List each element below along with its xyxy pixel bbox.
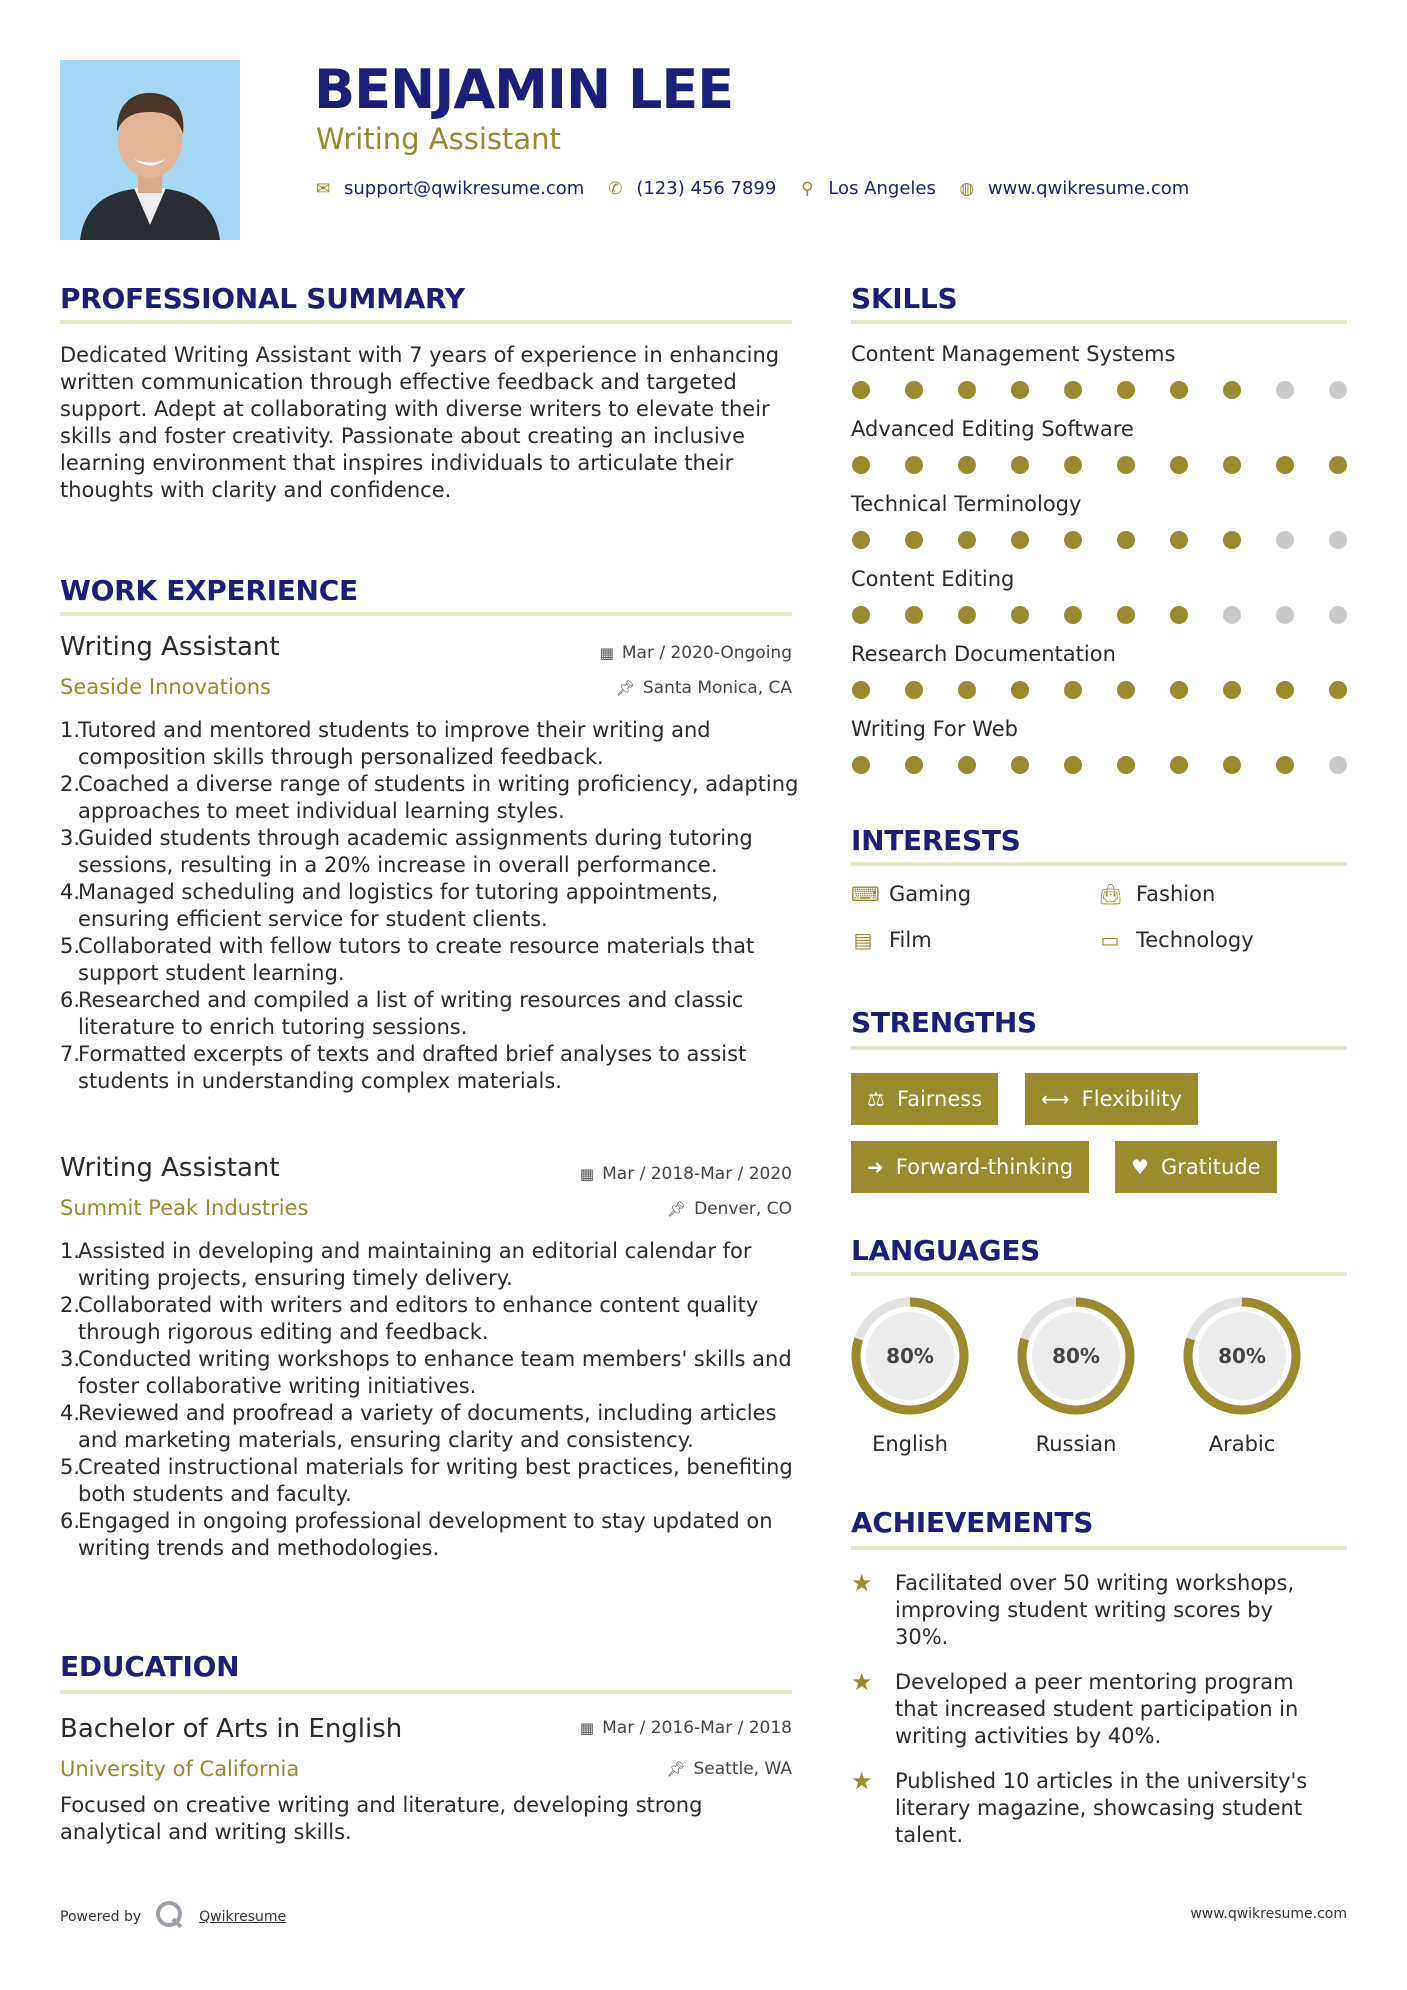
job-location-text: Santa Monica, CA bbox=[642, 678, 792, 698]
rating-dot-filled bbox=[905, 456, 923, 474]
rating-dot-empty bbox=[1223, 606, 1241, 624]
interest-film bbox=[851, 928, 932, 952]
job-dates bbox=[600, 643, 792, 663]
skill-rating bbox=[852, 681, 1347, 699]
language-percent: 80% bbox=[886, 1344, 934, 1368]
star-icon: ★ bbox=[851, 1569, 873, 1597]
rating-dot-filled bbox=[1064, 531, 1082, 549]
list-item: Collaborated with writers and editors to enhance content quality through rigorous editing and feedback. bbox=[78, 1293, 759, 1344]
rating-dot-filled bbox=[1117, 681, 1135, 699]
section-divider bbox=[60, 320, 792, 324]
job-title: Writing Assistant bbox=[60, 1153, 280, 1183]
education-dates-text: Mar / 2016-Mar / 2018 bbox=[602, 1718, 792, 1738]
job-location bbox=[667, 1199, 792, 1219]
rating-dot-filled bbox=[1117, 756, 1135, 774]
achievement-item bbox=[851, 1768, 1331, 1849]
rating-dot-filled bbox=[1170, 606, 1188, 624]
rating-dot-filled bbox=[1170, 681, 1188, 699]
rating-dot-filled bbox=[852, 681, 870, 699]
language-progress-ring bbox=[1180, 1294, 1304, 1418]
skill-rating bbox=[852, 531, 1347, 549]
star-icon: ★ bbox=[851, 1668, 873, 1696]
language-item bbox=[1172, 1294, 1312, 1456]
rating-dot-filled bbox=[958, 531, 976, 549]
section-divider bbox=[851, 1272, 1347, 1276]
rating-dot-filled bbox=[958, 681, 976, 699]
language-percent: 80% bbox=[1218, 1344, 1266, 1368]
language-item bbox=[840, 1294, 980, 1456]
rating-dot-filled bbox=[1170, 381, 1188, 399]
balance-scale-icon: ⚖ bbox=[867, 1087, 885, 1111]
strength-label: Forward-thinking bbox=[895, 1155, 1074, 1179]
section-divider bbox=[851, 862, 1347, 866]
list-item: Assisted in developing and maintaining an editorial calendar for writing projects, ensuring timely delivery. bbox=[78, 1239, 752, 1290]
profile-photo bbox=[60, 60, 240, 240]
language-progress-ring bbox=[1014, 1294, 1138, 1418]
pushpin-icon: 📌︎ bbox=[666, 1760, 686, 1778]
strength-label: Fairness bbox=[896, 1087, 983, 1111]
rating-dot-filled bbox=[1011, 756, 1029, 774]
language-progress-ring bbox=[848, 1294, 972, 1418]
list-item: Guided students through academic assignments during tutoring sessions, resulting in a 20% increase in overall performance. bbox=[78, 826, 753, 877]
rating-dot-filled bbox=[1064, 606, 1082, 624]
section-divider bbox=[60, 612, 792, 616]
rating-dot-filled bbox=[1064, 756, 1082, 774]
rating-dot-filled bbox=[1011, 381, 1029, 399]
list-item: Researched and compiled a list of writing resources and classic literature to enrich tutoring sessions. bbox=[78, 988, 744, 1039]
rating-dot-filled bbox=[958, 606, 976, 624]
job-company: Seaside Innovations bbox=[60, 675, 271, 699]
arrows-horizontal-icon: ⟷ bbox=[1041, 1087, 1070, 1111]
interest-label: Gaming bbox=[889, 882, 972, 906]
language-name: English bbox=[872, 1432, 948, 1456]
section-divider bbox=[851, 1546, 1347, 1550]
star-icon: ★ bbox=[851, 1767, 873, 1795]
language-name: Arabic bbox=[1208, 1432, 1276, 1456]
interest-technology bbox=[1098, 928, 1254, 952]
job-location bbox=[616, 678, 792, 698]
rating-dot-filled bbox=[1170, 531, 1188, 549]
rating-dot-filled bbox=[1223, 381, 1241, 399]
rating-dot-filled bbox=[1223, 456, 1241, 474]
achievement-text: Facilitated over 50 writing workshops, improving student writing scores by 30%. bbox=[895, 1571, 1295, 1649]
strength-badge bbox=[1025, 1073, 1198, 1125]
interest-label: Technology bbox=[1136, 928, 1254, 952]
location-text: Los Angeles bbox=[828, 178, 936, 199]
language-percent: 80% bbox=[1052, 1344, 1100, 1368]
strength-badge bbox=[851, 1073, 998, 1125]
education-description: Focused on creative writing and literature, developing strong analytical and writing skills. bbox=[60, 1793, 703, 1844]
calendar-icon: ▦ bbox=[579, 1165, 595, 1183]
job-location-text: Denver, CO bbox=[694, 1199, 792, 1219]
interest-label: Fashion bbox=[1136, 882, 1216, 906]
strength-label: Gratitude bbox=[1160, 1155, 1261, 1179]
rating-dot-filled bbox=[1064, 381, 1082, 399]
list-item: Tutored and mentored students to improve their writing and composition skills through personalized feedback. bbox=[78, 718, 711, 769]
footer-website[interactable]: www.qwikresume.com bbox=[1190, 1906, 1347, 1922]
list-item: Conducted writing workshops to enhance team members' skills and foster collaborative writing initiatives. bbox=[78, 1347, 792, 1398]
rating-dot-filled bbox=[1170, 756, 1188, 774]
pushpin-icon: 📌︎ bbox=[667, 1200, 687, 1218]
rating-dot-filled bbox=[1011, 681, 1029, 699]
list-item: Created instructional materials for writing best practices, benefiting both students and faculty. bbox=[78, 1455, 793, 1506]
list-item: Managed scheduling and logistics for tutoring appointments, ensuring efficient service for student clients. bbox=[78, 880, 719, 931]
skill-rating bbox=[852, 381, 1347, 399]
contact-website[interactable] bbox=[958, 178, 1189, 199]
education-heading: EDUCATION bbox=[60, 1650, 240, 1683]
rating-dot-filled bbox=[1223, 681, 1241, 699]
interest-fashion bbox=[1098, 882, 1215, 906]
languages-heading: LANGUAGES bbox=[851, 1234, 1041, 1267]
rating-dot-filled bbox=[1276, 456, 1294, 474]
interests-heading: INTERESTS bbox=[851, 824, 1021, 857]
candidate-name: BENJAMIN LEE bbox=[314, 58, 734, 121]
list-item: Collaborated with fellow tutors to create resource materials that support student learning. bbox=[78, 934, 755, 985]
rating-dot-filled bbox=[905, 681, 923, 699]
school-name: University of California bbox=[60, 1757, 300, 1781]
summary-heading: PROFESSIONAL SUMMARY bbox=[60, 282, 465, 315]
rating-dot-filled bbox=[1223, 756, 1241, 774]
contact-email[interactable] bbox=[314, 178, 584, 199]
rating-dot-filled bbox=[1170, 456, 1188, 474]
rating-dot-filled bbox=[852, 606, 870, 624]
rating-dot-filled bbox=[958, 456, 976, 474]
degree-title: Bachelor of Arts in English bbox=[60, 1714, 403, 1744]
job-bullets bbox=[60, 1238, 800, 1562]
achievements-heading: ACHIEVEMENTS bbox=[851, 1506, 1094, 1539]
language-name: Russian bbox=[1035, 1432, 1117, 1456]
calendar-icon: ▦ bbox=[599, 644, 614, 662]
rating-dot-empty bbox=[1276, 606, 1294, 624]
globe-icon: ◍ bbox=[959, 178, 975, 199]
education-location bbox=[666, 1759, 792, 1779]
language-item bbox=[1006, 1294, 1146, 1456]
rating-dot-empty bbox=[1276, 531, 1294, 549]
email-text: support@qwikresume.com bbox=[344, 178, 585, 199]
skill-rating bbox=[852, 606, 1347, 624]
job-title: Writing Assistant bbox=[60, 632, 280, 662]
skill-name: Content Editing bbox=[851, 567, 1015, 591]
contact-location bbox=[798, 178, 936, 199]
strength-badge bbox=[1115, 1141, 1277, 1193]
envelope-icon: ✉ bbox=[315, 178, 331, 199]
candidate-role: Writing Assistant bbox=[316, 122, 561, 156]
rating-dot-filled bbox=[852, 531, 870, 549]
powered-by-text: Powered by bbox=[60, 1909, 142, 1925]
education-dates bbox=[580, 1718, 792, 1738]
qwikresume-logo-icon bbox=[155, 1900, 185, 1934]
contact-bar bbox=[314, 178, 1211, 199]
skill-name: Advanced Editing Software bbox=[851, 417, 1134, 441]
rating-dot-filled bbox=[905, 381, 923, 399]
strength-label: Flexibility bbox=[1081, 1087, 1182, 1111]
rating-dot-empty bbox=[1276, 381, 1294, 399]
rating-dot-filled bbox=[1117, 606, 1135, 624]
map-pin-icon: ⚲ bbox=[801, 178, 814, 199]
rating-dot-filled bbox=[958, 756, 976, 774]
qwikresume-link[interactable]: Qwikresume bbox=[199, 1909, 287, 1925]
rating-dot-filled bbox=[1329, 681, 1347, 699]
rating-dot-filled bbox=[1117, 381, 1135, 399]
strengths-heading: STRENGTHS bbox=[851, 1006, 1037, 1039]
skill-name: Research Documentation bbox=[851, 642, 1116, 666]
website-text: www.qwikresume.com bbox=[987, 178, 1190, 199]
skills-heading: SKILLS bbox=[851, 282, 958, 315]
pushpin-icon: 📌︎ bbox=[615, 679, 635, 697]
rating-dot-empty bbox=[1329, 756, 1347, 774]
skill-name: Technical Terminology bbox=[851, 492, 1082, 516]
section-divider bbox=[851, 320, 1347, 324]
rating-dot-empty bbox=[1329, 531, 1347, 549]
rating-dot-filled bbox=[1223, 531, 1241, 549]
skill-name: Content Management Systems bbox=[851, 342, 1176, 366]
rating-dot-filled bbox=[1117, 456, 1135, 474]
skill-name: Writing For Web bbox=[851, 717, 1018, 741]
rating-dot-filled bbox=[905, 756, 923, 774]
rating-dot-filled bbox=[1276, 681, 1294, 699]
laptop-icon: ▭ bbox=[1100, 928, 1120, 952]
skill-rating bbox=[852, 756, 1347, 774]
achievement-text: Published 10 articles in the university's literary magazine, showcasing student talent. bbox=[895, 1769, 1308, 1847]
summary-text: Dedicated Writing Assistant with 7 years of experience in enhancing written communication through effective feedback and targeted support. Adept at collaborating with diverse writers to elevate their skills and foster creativity. Passionate about creating an inclusive learning environment that inspires individuals to articulate their thoughts with clarity and confidence. bbox=[60, 343, 780, 502]
rating-dot-filled bbox=[1276, 756, 1294, 774]
rating-dot-filled bbox=[1117, 531, 1135, 549]
list-item: Reviewed and proofread a variety of documents, including articles and marketing materials, ensuring clarity and consistency. bbox=[78, 1401, 777, 1452]
phone-text: (123) 456 7899 bbox=[636, 178, 777, 199]
interest-label: Film bbox=[889, 928, 932, 952]
footer-powered-by bbox=[60, 1900, 286, 1934]
rating-dot-filled bbox=[852, 456, 870, 474]
rating-dot-filled bbox=[1011, 531, 1029, 549]
section-divider bbox=[60, 1690, 792, 1694]
rating-dot-empty bbox=[1329, 381, 1347, 399]
rating-dot-filled bbox=[958, 381, 976, 399]
contact-phone[interactable] bbox=[606, 178, 776, 199]
job-bullets bbox=[60, 717, 800, 1095]
rating-dot-filled bbox=[1064, 681, 1082, 699]
job-dates bbox=[580, 1164, 792, 1184]
list-item: Engaged in ongoing professional development to stay updated on writing trends and methodologies. bbox=[78, 1509, 773, 1560]
interest-gaming bbox=[851, 882, 971, 906]
rating-dot-empty bbox=[1329, 606, 1347, 624]
film-icon: ▤ bbox=[853, 928, 873, 952]
achievement-item bbox=[851, 1570, 1331, 1651]
job-dates-text: Mar / 2018-Mar / 2020 bbox=[602, 1164, 792, 1184]
section-divider bbox=[851, 1046, 1347, 1050]
phone-icon: ✆ bbox=[608, 178, 623, 199]
rating-dot-filled bbox=[1064, 456, 1082, 474]
achievement-item bbox=[851, 1669, 1331, 1750]
heart-icon: ♥ bbox=[1131, 1155, 1149, 1179]
shopping-bag-icon: 👜︎ bbox=[1098, 882, 1124, 906]
rating-dot-filled bbox=[905, 606, 923, 624]
job-dates-text: Mar / 2020-Ongoing bbox=[621, 643, 792, 663]
gamepad-icon: ⌨︎ bbox=[851, 882, 880, 906]
strength-badge bbox=[851, 1141, 1089, 1193]
list-item: Coached a diverse range of students in writing proficiency, adapting approaches to meet individual learning styles. bbox=[78, 772, 799, 823]
education-location-text: Seattle, WA bbox=[693, 1759, 792, 1779]
calendar-icon: ▦ bbox=[579, 1719, 595, 1737]
rating-dot-filled bbox=[905, 531, 923, 549]
skill-rating bbox=[852, 456, 1347, 474]
rating-dot-filled bbox=[1011, 456, 1029, 474]
achievement-text: Developed a peer mentoring program that increased student participation in writing activities by 40%. bbox=[895, 1670, 1299, 1748]
arrow-right-icon: ➜ bbox=[867, 1155, 884, 1179]
list-item: Formatted excerpts of texts and drafted brief analyses to assist students in understanding complex materials. bbox=[78, 1042, 747, 1093]
rating-dot-filled bbox=[1329, 456, 1347, 474]
rating-dot-filled bbox=[852, 381, 870, 399]
rating-dot-filled bbox=[1011, 606, 1029, 624]
job-company: Summit Peak Industries bbox=[60, 1196, 309, 1220]
rating-dot-filled bbox=[852, 756, 870, 774]
experience-heading: WORK EXPERIENCE bbox=[60, 574, 358, 607]
